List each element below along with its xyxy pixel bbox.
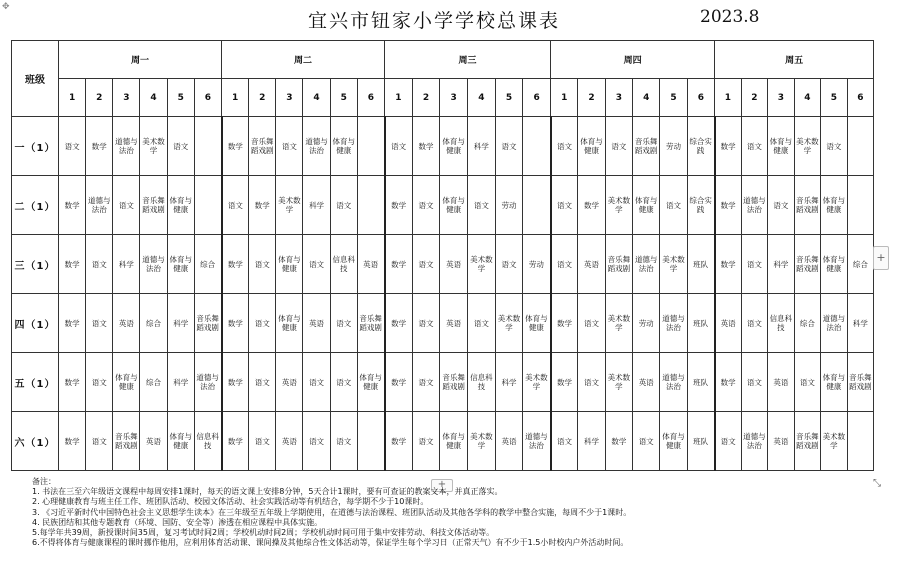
subject-cell[interactable]: 体育与健康 bbox=[440, 117, 468, 176]
subject-cell[interactable]: 语文 bbox=[113, 176, 140, 235]
subject-cell[interactable]: 语文 bbox=[59, 117, 86, 176]
subject-cell[interactable]: 语文 bbox=[412, 176, 440, 235]
subject-cell[interactable]: 数学 bbox=[578, 176, 605, 235]
subject-cell[interactable]: 班队 bbox=[687, 353, 714, 412]
subject-cell[interactable]: 语文 bbox=[578, 294, 605, 353]
subject-cell[interactable]: 语文 bbox=[495, 235, 523, 294]
subject-cell[interactable]: 体育与健康 bbox=[330, 117, 357, 176]
subject-cell[interactable]: 道德与法治 bbox=[113, 117, 140, 176]
subject-cell[interactable]: 语文 bbox=[468, 294, 496, 353]
class-label: 一（1） bbox=[12, 117, 59, 176]
subject-cell[interactable]: 道德与法治 bbox=[821, 294, 848, 353]
subject-cell[interactable]: 数学 bbox=[222, 235, 249, 294]
add-column-icon[interactable]: + bbox=[873, 246, 889, 270]
subject-cell[interactable]: 语文 bbox=[551, 117, 578, 176]
subject-cell[interactable]: 数学 bbox=[59, 235, 86, 294]
subject-cell[interactable]: 综合实践 bbox=[687, 176, 714, 235]
subject-cell[interactable]: 综合实践 bbox=[687, 117, 714, 176]
subject-cell[interactable]: 语文 bbox=[741, 294, 768, 353]
subject-cell[interactable]: 语文 bbox=[330, 294, 357, 353]
subject-cell[interactable]: 音乐舞蹈戏剧 bbox=[794, 176, 821, 235]
period-header: 4 bbox=[303, 79, 330, 117]
subject-cell[interactable]: 体育与健康 bbox=[167, 235, 194, 294]
subject-cell[interactable] bbox=[847, 117, 874, 176]
subject-cell[interactable]: 语文 bbox=[303, 353, 330, 412]
subject-cell[interactable]: 科学 bbox=[495, 353, 523, 412]
subject-cell[interactable]: 英语 bbox=[715, 294, 742, 353]
period-header: 5 bbox=[821, 79, 848, 117]
subject-cell[interactable]: 科学 bbox=[578, 412, 605, 471]
subject-cell[interactable]: 美术数学 bbox=[140, 117, 167, 176]
note-item: 6.不得将体育与健康课程的课时挪作他用，应利用体育活动课、课间操及其他综合性文体活动等，保证学生每个学习日（正常天气）有不少于1.5小时校内户外活动时间。 bbox=[32, 538, 629, 548]
subject-cell[interactable]: 英语 bbox=[578, 235, 605, 294]
subject-cell[interactable] bbox=[847, 412, 874, 471]
subject-cell[interactable]: 语文 bbox=[330, 412, 357, 471]
period-header: 5 bbox=[167, 79, 194, 117]
subject-cell[interactable]: 数学 bbox=[222, 294, 249, 353]
subject-cell[interactable]: 语文 bbox=[605, 117, 632, 176]
note-item: 3. 《习近平新时代中国特色社会主义思想学生读本》在三年级至五年级上学期使用，在道德与法治课程、班团队活动及其他各学科的教学中整合实施，每周不少于1课时。 bbox=[32, 507, 632, 517]
subject-cell[interactable]: 体育与健康 bbox=[768, 117, 795, 176]
subject-cell[interactable]: 语文 bbox=[249, 294, 276, 353]
subject-cell[interactable]: 体育与健康 bbox=[276, 294, 303, 353]
subject-cell[interactable]: 语文 bbox=[633, 412, 660, 471]
subject-cell[interactable]: 综合 bbox=[194, 235, 221, 294]
class-column-header: 班级 bbox=[12, 41, 59, 117]
subject-cell[interactable]: 数学 bbox=[551, 294, 578, 353]
subject-cell[interactable]: 数学 bbox=[385, 235, 413, 294]
subject-cell[interactable]: 音乐舞蹈戏剧 bbox=[605, 235, 632, 294]
subject-cell[interactable]: 美术数学 bbox=[794, 117, 821, 176]
subject-cell[interactable]: 语文 bbox=[222, 176, 249, 235]
subject-cell[interactable]: 语文 bbox=[86, 353, 113, 412]
subject-cell[interactable]: 音乐舞蹈戏剧 bbox=[113, 412, 140, 471]
subject-cell[interactable]: 语文 bbox=[768, 176, 795, 235]
subject-cell[interactable]: 数学 bbox=[715, 353, 742, 412]
subject-cell[interactable] bbox=[357, 412, 384, 471]
schedule-title: 宜兴市钮家小学学校总课表 bbox=[308, 10, 561, 32]
subject-cell[interactable]: 体育与健康 bbox=[821, 235, 848, 294]
subject-cell[interactable]: 综合 bbox=[140, 294, 167, 353]
subject-cell[interactable]: 道德与法治 bbox=[86, 176, 113, 235]
subject-cell[interactable]: 语文 bbox=[551, 235, 578, 294]
subject-cell[interactable]: 数学 bbox=[59, 353, 86, 412]
period-header: 2 bbox=[412, 79, 440, 117]
subject-cell[interactable]: 语文 bbox=[385, 117, 413, 176]
subject-cell[interactable] bbox=[194, 117, 221, 176]
subject-cell[interactable]: 美术数学 bbox=[605, 353, 632, 412]
class-label: 六（1） bbox=[12, 412, 59, 471]
subject-cell[interactable]: 英语 bbox=[495, 412, 523, 471]
subject-cell[interactable]: 数学 bbox=[385, 176, 413, 235]
note-item: 4. 民族团结和其他专题教育（环境、国防、安全等）渗透在相应课程中具体实施。 bbox=[32, 517, 323, 527]
subject-cell[interactable]: 语文 bbox=[86, 412, 113, 471]
subject-cell[interactable]: 劳动 bbox=[523, 235, 551, 294]
subject-cell[interactable]: 信息科技 bbox=[194, 412, 221, 471]
subject-cell[interactable]: 音乐舞蹈戏剧 bbox=[140, 176, 167, 235]
subject-cell[interactable]: 劳动 bbox=[660, 117, 687, 176]
period-header: 5 bbox=[330, 79, 357, 117]
day-header: 周三 bbox=[385, 41, 551, 79]
subject-cell[interactable]: 英语 bbox=[633, 353, 660, 412]
subject-cell[interactable]: 体育与健康 bbox=[440, 412, 468, 471]
subject-cell[interactable]: 数学 bbox=[222, 412, 249, 471]
subject-cell[interactable]: 信息科技 bbox=[468, 353, 496, 412]
subject-cell[interactable]: 体育与健康 bbox=[633, 176, 660, 235]
subject-cell[interactable]: 信息科技 bbox=[330, 235, 357, 294]
table-row bbox=[12, 235, 874, 294]
subject-cell[interactable]: 数学 bbox=[222, 353, 249, 412]
subject-cell[interactable]: 语文 bbox=[741, 235, 768, 294]
subject-cell[interactable]: 体育与健康 bbox=[821, 353, 848, 412]
subject-cell[interactable]: 数学 bbox=[249, 176, 276, 235]
subject-cell[interactable]: 数学 bbox=[59, 176, 86, 235]
day-header: 周四 bbox=[551, 41, 715, 79]
subject-cell[interactable]: 语文 bbox=[794, 353, 821, 412]
subject-cell[interactable]: 语文 bbox=[249, 353, 276, 412]
subject-cell[interactable]: 英语 bbox=[440, 235, 468, 294]
period-header: 4 bbox=[140, 79, 167, 117]
subject-cell[interactable]: 数学 bbox=[385, 412, 413, 471]
subject-cell[interactable]: 英语 bbox=[768, 412, 795, 471]
table-row bbox=[12, 117, 874, 176]
subject-cell[interactable]: 英语 bbox=[768, 353, 795, 412]
subject-cell[interactable]: 数学 bbox=[605, 412, 632, 471]
table-row bbox=[12, 294, 874, 353]
subject-cell[interactable]: 英语 bbox=[357, 235, 384, 294]
move-handle-icon[interactable]: ✥ bbox=[2, 2, 10, 12]
period-header: 3 bbox=[113, 79, 140, 117]
subject-cell[interactable]: 语文 bbox=[715, 412, 742, 471]
subject-cell[interactable]: 综合 bbox=[847, 235, 874, 294]
period-header: 6 bbox=[357, 79, 384, 117]
subject-cell[interactable]: 语文 bbox=[167, 117, 194, 176]
subject-cell[interactable]: 音乐舞蹈戏剧 bbox=[249, 117, 276, 176]
subject-cell[interactable]: 语文 bbox=[551, 412, 578, 471]
note-item: 2. 心理健康教育与班主任工作、班团队活动、校园文体活动、社会实践活动等有机结合，每学期不少于10课时。 bbox=[32, 497, 429, 507]
subject-cell[interactable]: 语文 bbox=[495, 117, 523, 176]
add-row-icon[interactable]: + bbox=[431, 479, 453, 492]
subject-cell[interactable]: 道德与法治 bbox=[140, 235, 167, 294]
table-row bbox=[12, 412, 874, 471]
subject-cell[interactable]: 数学 bbox=[86, 117, 113, 176]
period-header: 1 bbox=[715, 79, 742, 117]
period-header: 1 bbox=[59, 79, 86, 117]
subject-cell[interactable]: 科学 bbox=[768, 235, 795, 294]
table-resize-icon[interactable]: ⤡ bbox=[873, 478, 881, 489]
subject-cell[interactable]: 科学 bbox=[303, 176, 330, 235]
subject-cell[interactable]: 语文 bbox=[551, 176, 578, 235]
subject-cell[interactable]: 体育与健康 bbox=[276, 235, 303, 294]
subject-cell[interactable]: 科学 bbox=[167, 353, 194, 412]
subject-cell[interactable]: 综合 bbox=[794, 294, 821, 353]
subject-cell[interactable]: 英语 bbox=[440, 294, 468, 353]
subject-cell[interactable]: 科学 bbox=[167, 294, 194, 353]
subject-cell[interactable]: 语文 bbox=[412, 353, 440, 412]
subject-cell[interactable]: 美术数学 bbox=[605, 176, 632, 235]
subject-cell[interactable]: 英语 bbox=[140, 412, 167, 471]
subject-cell[interactable]: 美术数学 bbox=[821, 412, 848, 471]
subject-cell[interactable]: 美术数学 bbox=[605, 294, 632, 353]
note-item: 5.每学年共39周，新授课时间35周，复习考试时间2周；学校机动时间2周；学校机动时间可用于集中安排劳动、科技文体活动等。 bbox=[32, 528, 495, 538]
period-header: 2 bbox=[578, 79, 605, 117]
subject-cell[interactable]: 语文 bbox=[303, 412, 330, 471]
subject-cell[interactable]: 英语 bbox=[303, 294, 330, 353]
subject-cell[interactable]: 语文 bbox=[412, 294, 440, 353]
period-header: 2 bbox=[86, 79, 113, 117]
subject-cell[interactable] bbox=[523, 117, 551, 176]
period-header: 3 bbox=[276, 79, 303, 117]
subject-cell[interactable]: 体育与健康 bbox=[440, 176, 468, 235]
day-header: 周一 bbox=[59, 41, 222, 79]
subject-cell[interactable]: 体育与健康 bbox=[523, 294, 551, 353]
period-header: 3 bbox=[440, 79, 468, 117]
subject-cell[interactable]: 数学 bbox=[59, 294, 86, 353]
subject-cell[interactable]: 音乐舞蹈戏剧 bbox=[794, 412, 821, 471]
subject-cell[interactable]: 美术数学 bbox=[495, 294, 523, 353]
subject-cell[interactable]: 美术数学 bbox=[660, 235, 687, 294]
note-item: 1. 书法在三至六年级语文课程中每周安排1课时，每天的语文课上安排8分钟，5天合计1课时，要有可查证的教案文本，并真正落实。 bbox=[32, 487, 503, 497]
subject-cell[interactable]: 音乐舞蹈戏剧 bbox=[440, 353, 468, 412]
subject-cell[interactable]: 科学 bbox=[847, 294, 874, 353]
subject-cell[interactable]: 语文 bbox=[249, 412, 276, 471]
subject-cell[interactable]: 数学 bbox=[715, 176, 742, 235]
subject-cell[interactable]: 语文 bbox=[578, 353, 605, 412]
class-label: 四（1） bbox=[12, 294, 59, 353]
subject-cell[interactable]: 英语 bbox=[113, 294, 140, 353]
subject-cell[interactable]: 语文 bbox=[660, 176, 687, 235]
subject-cell[interactable]: 道德与法治 bbox=[660, 294, 687, 353]
subject-cell[interactable]: 道德与法治 bbox=[741, 176, 768, 235]
subject-cell[interactable]: 美术数学 bbox=[468, 412, 496, 471]
page-title bbox=[0, 6, 900, 32]
subject-cell[interactable]: 音乐舞蹈戏剧 bbox=[357, 294, 384, 353]
subject-cell[interactable]: 语文 bbox=[821, 117, 848, 176]
subject-cell[interactable]: 音乐舞蹈戏剧 bbox=[847, 353, 874, 412]
period-header: 4 bbox=[468, 79, 496, 117]
day-header: 周五 bbox=[715, 41, 874, 79]
subject-cell[interactable]: 美术数学 bbox=[468, 235, 496, 294]
subject-cell[interactable]: 语文 bbox=[330, 176, 357, 235]
subject-cell[interactable]: 语文 bbox=[330, 353, 357, 412]
class-label: 五（1） bbox=[12, 353, 59, 412]
subject-cell[interactable]: 数学 bbox=[715, 117, 742, 176]
period-header: 2 bbox=[249, 79, 276, 117]
subject-cell[interactable]: 体育与健康 bbox=[578, 117, 605, 176]
subject-cell[interactable]: 科学 bbox=[113, 235, 140, 294]
subject-cell[interactable]: 语文 bbox=[86, 235, 113, 294]
subject-cell[interactable]: 道德与法治 bbox=[303, 117, 330, 176]
subject-cell[interactable]: 语文 bbox=[741, 117, 768, 176]
day-header: 周二 bbox=[222, 41, 385, 79]
subject-cell[interactable]: 数学 bbox=[222, 117, 249, 176]
subject-cell[interactable]: 语文 bbox=[468, 176, 496, 235]
period-header: 6 bbox=[847, 79, 874, 117]
subject-cell[interactable] bbox=[357, 176, 384, 235]
subject-cell[interactable]: 综合 bbox=[140, 353, 167, 412]
subject-cell[interactable]: 体育与健康 bbox=[113, 353, 140, 412]
timetable bbox=[11, 40, 874, 471]
class-label: 二（1） bbox=[12, 176, 59, 235]
subject-cell[interactable]: 音乐舞蹈戏剧 bbox=[794, 235, 821, 294]
table-row bbox=[12, 353, 874, 412]
subject-cell[interactable]: 英语 bbox=[276, 412, 303, 471]
subject-cell[interactable]: 语文 bbox=[249, 235, 276, 294]
subject-cell[interactable]: 语文 bbox=[412, 235, 440, 294]
subject-cell[interactable]: 班队 bbox=[687, 235, 714, 294]
subject-cell[interactable]: 语文 bbox=[741, 353, 768, 412]
subject-cell[interactable]: 科学 bbox=[468, 117, 496, 176]
subject-cell[interactable]: 班队 bbox=[687, 412, 714, 471]
period-header: 1 bbox=[222, 79, 249, 117]
subject-cell[interactable]: 信息科技 bbox=[768, 294, 795, 353]
period-header: 3 bbox=[605, 79, 632, 117]
subject-cell[interactable]: 体育与健康 bbox=[357, 353, 384, 412]
subject-cell[interactable]: 英语 bbox=[276, 353, 303, 412]
subject-cell[interactable]: 美术数学 bbox=[276, 176, 303, 235]
period-header: 6 bbox=[194, 79, 221, 117]
subject-cell[interactable]: 数学 bbox=[412, 117, 440, 176]
period-header: 2 bbox=[741, 79, 768, 117]
subject-cell[interactable] bbox=[847, 176, 874, 235]
notes-heading: 备注： bbox=[32, 477, 56, 486]
subject-cell[interactable]: 道德与法治 bbox=[523, 412, 551, 471]
period-header: 5 bbox=[495, 79, 523, 117]
period-header: 1 bbox=[385, 79, 413, 117]
schedule-year: 2023.8 bbox=[700, 7, 760, 27]
subject-cell[interactable]: 道德与法治 bbox=[633, 235, 660, 294]
period-header: 6 bbox=[687, 79, 714, 117]
subject-cell[interactable]: 语文 bbox=[412, 412, 440, 471]
subject-cell[interactable]: 体育与健康 bbox=[821, 176, 848, 235]
subject-cell[interactable]: 道德与法治 bbox=[741, 412, 768, 471]
subject-cell[interactable]: 数学 bbox=[715, 235, 742, 294]
subject-cell[interactable]: 数学 bbox=[385, 353, 413, 412]
subject-cell[interactable] bbox=[194, 176, 221, 235]
subject-cell[interactable]: 美术数学 bbox=[523, 353, 551, 412]
subject-cell[interactable]: 道德与法治 bbox=[194, 353, 221, 412]
subject-cell[interactable]: 语文 bbox=[276, 117, 303, 176]
subject-cell[interactable]: 语文 bbox=[86, 294, 113, 353]
table-row bbox=[12, 176, 874, 235]
period-header: 4 bbox=[794, 79, 821, 117]
subject-cell[interactable]: 音乐舞蹈戏剧 bbox=[633, 117, 660, 176]
period-header: 6 bbox=[523, 79, 551, 117]
subject-cell[interactable]: 语文 bbox=[303, 235, 330, 294]
subject-cell[interactable]: 数学 bbox=[385, 294, 413, 353]
subject-cell[interactable]: 体育与健康 bbox=[660, 412, 687, 471]
subject-cell[interactable]: 体育与健康 bbox=[167, 412, 194, 471]
class-label: 三（1） bbox=[12, 235, 59, 294]
subject-cell[interactable] bbox=[523, 176, 551, 235]
period-header: 1 bbox=[551, 79, 578, 117]
notes-section bbox=[32, 477, 862, 548]
subject-cell[interactable]: 音乐舞蹈戏剧 bbox=[194, 294, 221, 353]
subject-cell[interactable]: 体育与健康 bbox=[167, 176, 194, 235]
period-header: 5 bbox=[660, 79, 687, 117]
period-header: 4 bbox=[633, 79, 660, 117]
subject-cell[interactable]: 劳动 bbox=[495, 176, 523, 235]
subject-cell[interactable] bbox=[357, 117, 384, 176]
subject-cell[interactable]: 道德与法治 bbox=[660, 353, 687, 412]
subject-cell[interactable]: 数学 bbox=[551, 353, 578, 412]
subject-cell[interactable]: 数学 bbox=[59, 412, 86, 471]
subject-cell[interactable]: 班队 bbox=[687, 294, 714, 353]
subject-cell[interactable]: 劳动 bbox=[633, 294, 660, 353]
period-header: 3 bbox=[768, 79, 795, 117]
